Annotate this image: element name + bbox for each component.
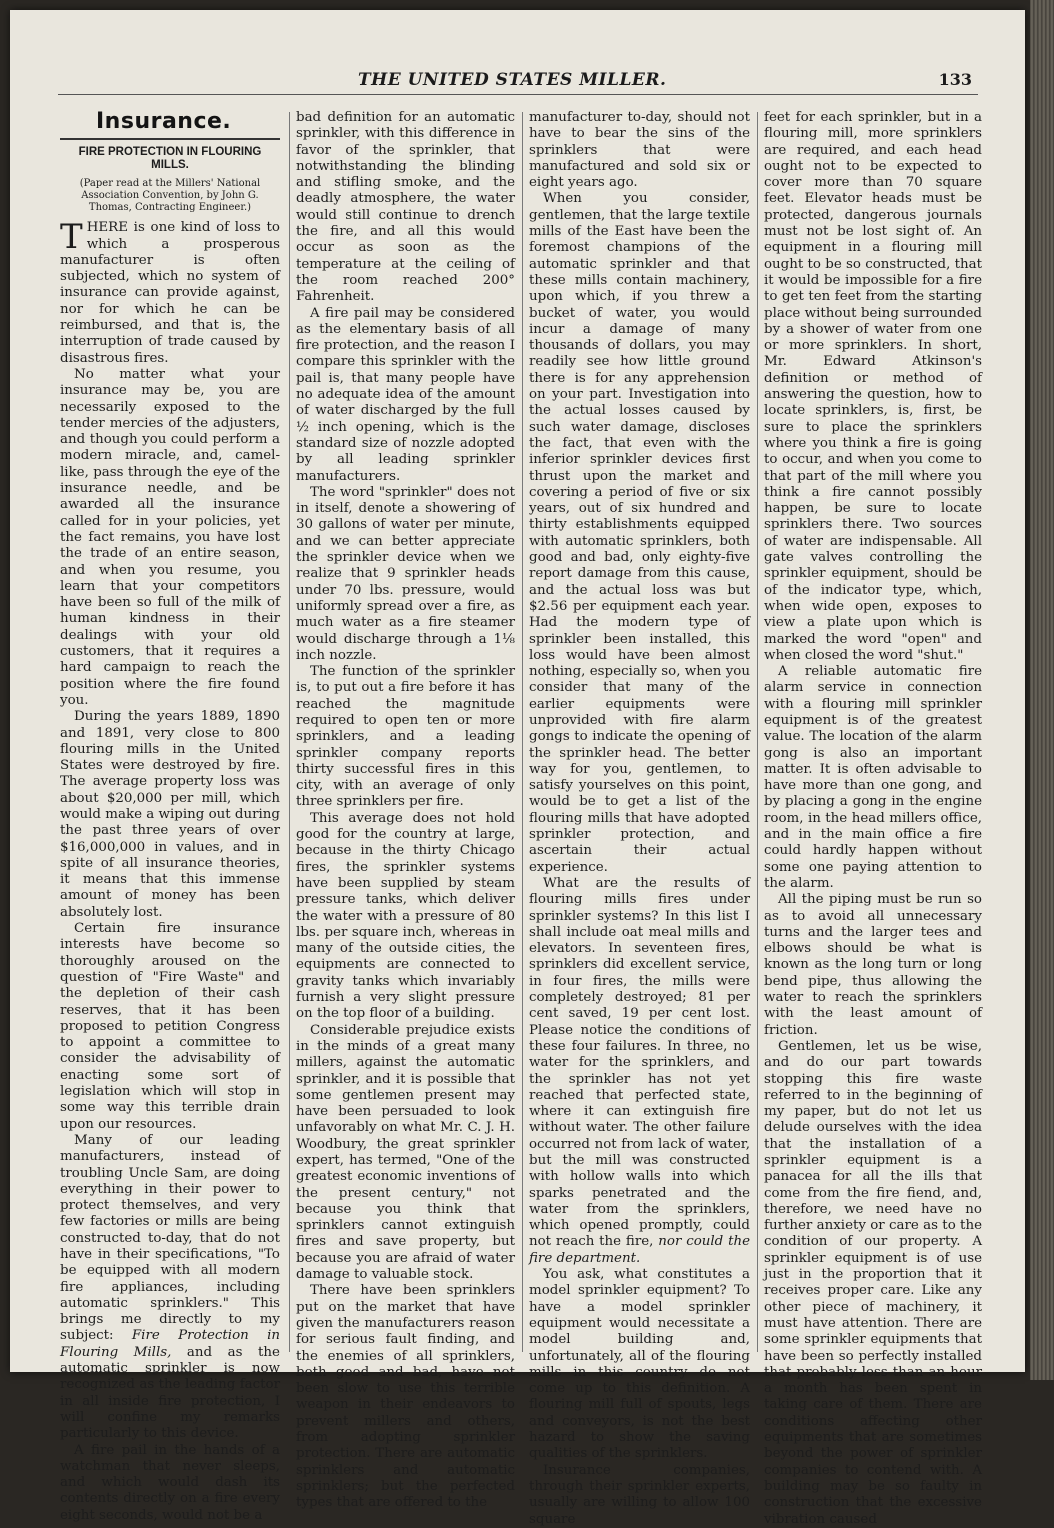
section-title: Insurance. [96, 109, 232, 134]
paragraph: You ask, what constitutes a model sprinkler equipment? To have a model sprinkler equipment would necessitate a model building and, unfortunately, all of the flouring mills in this country do not come up to this definition. A flouring mill full of spouts, legs and conveyors, is not the best hazard to show the saving qualities of the sprinklers. [529, 1267, 750, 1462]
article-byline: (Paper read at the Millers' National Association Convention, by John G. Thomas, Contracting Engineer.) [79, 178, 261, 214]
page-header [58, 68, 978, 95]
paragraph: THERE is one kind of loss to which a prosperous manufacturer is often subjected, which no system of insurance can provide against, nor for which he can be reimbursed, and that is, the interruption of trade caused by disastrous fires. [60, 217, 280, 366]
paragraph: Considerable prejudice exists in the minds of a great many millers, against the automatic sprinkler, and it is possible that some gentlemen present may have been persuaded to look unfavorably on what Mr. C. J. H. Woodbury, the great sprinkler expert, has termed, "One of the greatest economic inventions of the present century," not because you think that sprinklers cannot extinguish fires and save property, but because you are afraid of water damage to valuable stock. [296, 1022, 515, 1283]
paragraph: Certain fire insurance interests have become so thoroughly aroused on the question of "Fire Waste" and the depletion of their cash reserves, that it has been proposed to petition Congress to appoint a committee to consider the advisability of enacting some sort of legislation which will stop in some way this terrible drain upon our resources. [60, 921, 280, 1132]
paragraph: This average does not hold good for the country at large, because in the thirty Chicago fires, the sprinkler systems have been supplied by steam pressure tanks, which deliver the water with a pressure of 80 lbs. per square inch, whereas in many of the outside cities, the equipments are connected to gravity tanks which invariably furnish a very slight pressure on the top floor of a building. [296, 810, 515, 1022]
article-columns [60, 109, 990, 1527]
paragraph: The word "sprinkler" does not in itself, denote a showering of 30 gallons of water per minute, and we can better appreciate the sprinkler device when we realize that 9 sprinkler heads under 70 lbs. pressure, would uniformly spread over a fire, as much water as a fire steamer would discharge through a 1⅛ inch nozzle. [296, 484, 515, 663]
paragraph: bad definition for an automatic sprinkler, with this difference in favor of the sprinkler, that notwithstanding the blinding and stifling smoke, and the deadly atmosphere, the water would still continue to drench the fire, and all this would occur as soon as the temperature at the ceiling of the room reached 200° Fahrenheit. [296, 110, 515, 305]
book-spine-edge [1030, 0, 1054, 1380]
column-4 [764, 110, 982, 1527]
column-1 [60, 109, 280, 1523]
column-rule [289, 112, 290, 1352]
paragraph: What are the results of flouring mills fires under sprinkler systems? In this list I shall include oat meal mills and elevators. In seventeen fires, sprinklers did excellent service, in four fires, the mills were completely destroyed; 81 per cent saved, 19 per cent lost. Please notice the conditions of these four failures. In three, no water for the sprinklers, and the sprinkler has not yet reached that perfected state, where it can extinguish fire without water. The other failure occurred not from lack of water, but the mill was constructed with hollow walls into which sparks penetrated and the water from the sprinklers, which opened promptly, could not reach the fire, nor could the fire department. [529, 875, 750, 1266]
paragraph: Many of our leading manufacturers, instead of troubling Uncle Sam, are doing everything in their power to protect themselves, and very few factories or mills are being constructed to-day, that do not have in their specifications, "To be equipped with all modern fire appliances, including automatic sprinklers." This brings me directly to my subject: Fire Protection in Flouring Mills, and as the automatic sprinkler is now recognized as the leading factor in all inside fire protection, I will confine my remarks particularly to this device. [60, 1132, 280, 1442]
column-rule [757, 112, 758, 1352]
paragraph: No matter what your insurance may be, you are necessarily exposed to the tender mercies of the adjusters, and though you could perform a modern miracle, and, camel-like, pass through the eye of the insurance needle, and be awarded all the insurance called for in your policies, yet the fact remains, you have lost the trade of an entire season, and when you resume, you learn that your competitors have been so full of the milk of human kindness in their dealings with your old customers, that it requires a hard campaign to reach the position where the fire found you. [60, 366, 280, 708]
paragraph: When you consider, gentlemen, that the large textile mills of the East have been the foremost champions of the automatic sprinkler and that these mills contain machinery, upon which, if you threw a bucket of water, you would incur a damage of many thousands of dollars, you may readily see how little ground there is for any apprehension on your part. Investigation into the actual losses caused by such water damage, discloses the fact, that even with the inferior sprinkler devices first thrust upon the market and covering a period of five or six years, out of six hundred and thirty establishments equipped with automatic sprinklers, both good and bad, only eighty-five report damage from this cause, and the actual loss was but $2.56 per equipment each year. Had the modern type of sprinkler been installed, this loss would have been almost nothing, especially so, when you consider that many of the earlier equipments were unprovided with fire alarm gongs to indicate the opening of the sprinkler head. The better way for you, gentlemen, to satisfy yourselves on this point, would be to get a list of the flouring mills that have adopted sprinkler protection, and ascertain their actual experience. [529, 191, 750, 875]
paragraph: A fire pail may be considered as the elementary basis of all fire protection, and the reason I compare this sprinkler with the pail is, that many people have no adequate idea of the amount of water discharged by the full ½ inch opening, which is the standard size of nozzle adopted by all leading sprinkler manufacturers. [296, 305, 515, 484]
paragraph: All the piping must be run so as to avoid all unnecessary turns and the larger tees and elbows should be what is known as the long turn or long bend pipe, thus allowing the water to reach the sprinklers with the least amount of friction. [764, 892, 982, 1038]
paragraph: There have been sprinklers put on the market that have given the manufacturers reason for serious fault finding, and the enemies of all sprinklers, both good and bad, have not been slow to use this terrible weapon in their endeavors to prevent millers and others, from adopting sprinkler protection. There are automatic sprinklers and automatic sprinklers; but the perfected types that are offered to the [296, 1283, 515, 1511]
paragraph: Gentlemen, let us be wise, and do our part towards stopping this fire waste referred to in the beginning of my paper, but do not let us delude ourselves with the idea that the installation of a sprinkler equipment is a panacea for all the ills that come from the fire fiend, and, therefore, we need have no further anxiety or care as to the condition of our property. A sprinkler equipment is of use just in the proportion that it receives proper care. Like any other piece of machinery, it must have attention. There are some sprinkler equipments that have been so perfectly installed that probably less than an hour a month has been spent in taking care of them. There are conditions affecting other equipments that are sometimes beyond the power of sprinkler companies to contend with. A building may be so faulty in construction that the excessive vibration caused [764, 1038, 982, 1527]
emphasis: Fire Protection in Flouring Mills, [60, 1328, 280, 1360]
paragraph: During the years 1889, 1890 and 1891, very close to 800 flouring mills in the United States were destroyed by fire. The average property loss was about $20,000 per mill, which would make a wiping out during the past three years of over $16,000,000 in values, and in spite of all insurance theories, it means that this immense amount of money has been absolutely lost. [60, 709, 280, 920]
paragraph: manufacturer to-day, should not have to bear the sins of the sprinklers that were manufactured and sold six or eight years ago. [529, 110, 750, 191]
column-rule [522, 112, 523, 1352]
paragraph: feet for each sprinkler, but in a flouring mill, more sprinklers are required, and each head ought not to be expected to cover more than 70 square feet. Elevator heads must be protected, dangerous journals must not be lost sight of. An equipment in a flouring mill ought to be so constructed, that it would be impossible for a fire to get ten feet from the starting place without being surrounded by a shower of water from one or more sprinklers. In short, Mr. Edward Atkinson's definition or method of answering the question, how to locate sprinklers, is, first, be sure to place the sprinklers where you think a fire is going to occur, and when you come to that part of the mill where you think a fire cannot possibly happen, be sure to locate sprinklers there. Two sources of water are indispensable. All gate valves controlling the sprinkler equipment, should be of the indicator type, which, when wide open, exposes to view a plate upon which is marked the word "open" and when closed the word "shut." [764, 110, 982, 663]
emphasis: nor could the fire department. [529, 1234, 750, 1266]
column-3 [529, 110, 750, 1527]
paragraph: A fire pail in the hands of a watchman that never sleeps, and which would dash its contents directly on a fire every eight seconds, would not be a [60, 1442, 280, 1523]
section-divider [60, 138, 280, 140]
column-2 [296, 110, 515, 1511]
article-title: FIRE PROTECTION IN FLOURING MILLS. [78, 146, 262, 172]
paragraph: The function of the sprinkler is, to put out a fire before it has reached the magnitude required to open ten or more sprinklers, and a leading sprinkler company reports thirty successful fires in this city, with an average of only three sprinklers per fire. [296, 664, 515, 810]
drop-cap: T [60, 217, 83, 258]
running-title: THE UNITED STATES MILLER. [358, 70, 667, 90]
newspaper-page [10, 10, 1025, 1527]
page-number: 133 [938, 70, 972, 89]
paragraph: Insurance companies, through their sprinkler experts, usually are willing to allow 100 square [529, 1462, 750, 1527]
paragraph: A reliable automatic fire alarm service in connection with a flouring mill sprinkler equipment is of the greatest value. The location of the alarm gong is also an important matter. It is often advisable to have more than one gong, and by placing a gong in the engine room, in the head millers office, and in the main office a fire could hardly happen without some one paying attention to the alarm. [764, 664, 982, 891]
